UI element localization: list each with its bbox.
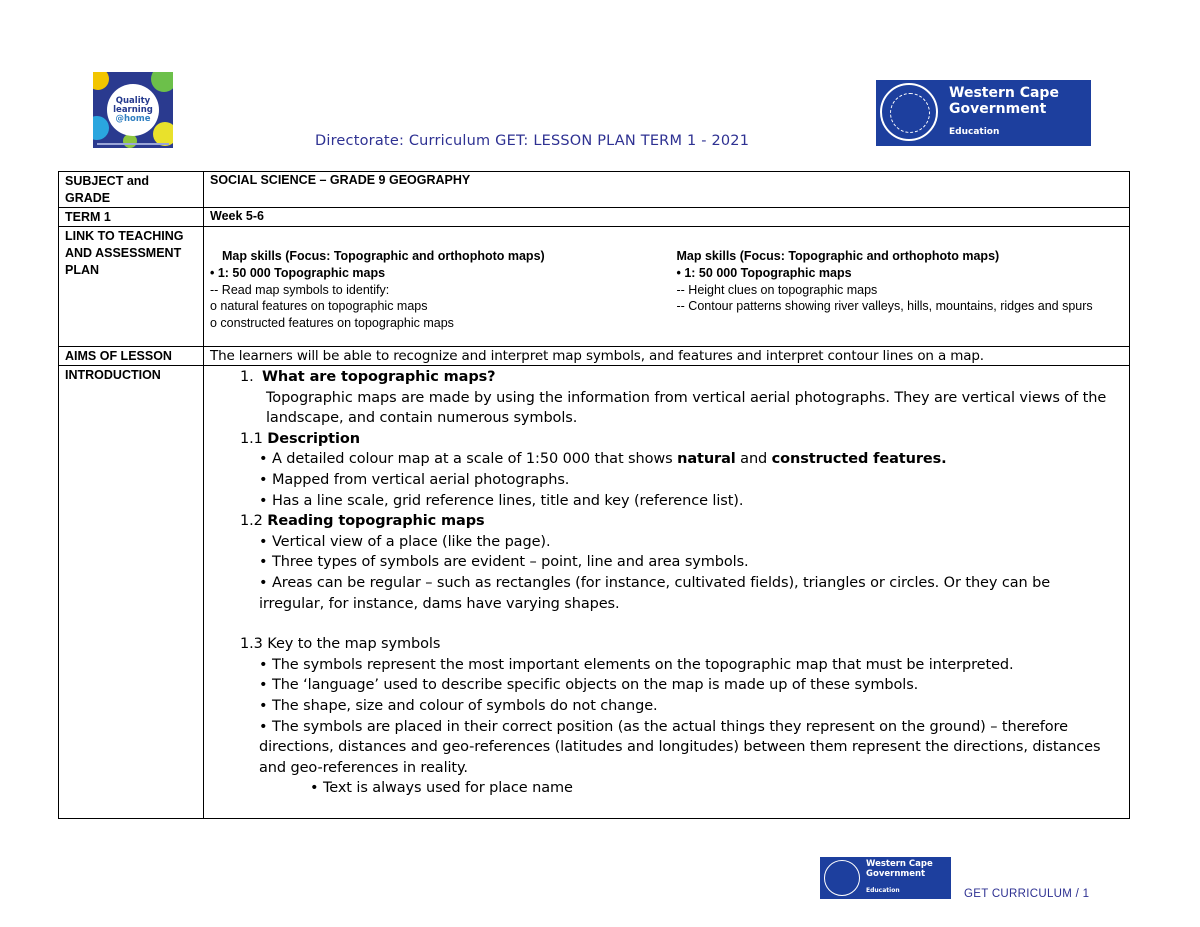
list-item: • Mapped from vertical aerial photographs. [259,471,570,488]
list-item: • A detailed colour map at a scale of 1:50 000 that shows natural and constructed features. [259,451,947,468]
aims-row [59,347,1130,366]
term-label: TERM 1 [59,208,204,227]
aims-label: AIMS OF LESSON [59,347,204,366]
list-item: • The ‘language’ used to describe specific objects on the map is made up of these symbols. [259,677,919,694]
intro-paragraph: Topographic maps are made by using the information from vertical aerial photographs. They are vertical views of the landscape, and contain numerous symbols. [266,389,1107,427]
list-item: • Has a line scale, grid reference lines, title and key (reference list). [259,492,744,509]
link-label: LINK TO TEACHING AND ASSESSMENT PLAN [59,227,204,347]
page-title: Directorate: Curriculum GET: LESSON PLAN TERM 1 - 2021 [315,133,750,149]
western-cape-government-logo: Western Cape Government Education [876,80,1091,146]
introduction-content: 1. What are topographic maps? Topographic maps are made by using the information from vertical aerial photographs. They are vertical views of the landscape, and contain numerous symbols. 1.1 Description • A detailed colour map at a scale of 1:50 000 that shows natural and constructed features. • Mapped from vertical aerial photographs. • Has a line scale, grid reference lines, title and key (reference list). 1.2 Reading topographic maps • Vertical view of a place (like the page). • Three types of symbols are evident – point, line and area symbols. • Areas can be regular – such as rectangles (for instance, cultivated fields), triangles or circles. Or they can be irregular, for instance, dams have varying shapes. 1.3 Key to the map symbols • The symbols represent the most important elements on the topographic map that must be interpreted. • The ‘language’ used to describe specific objects on the map is made up of these symbols. • The shape, size and colour of symbols do not change. • The symbols are placed in their correct position (as the actual things they represent on the ground) – therefore directions, distances and geo-references (latitudes and longitudes) between them represent the directions, distances and geo-references in reality. • Text is always used for place name [210,367,1123,799]
introduction-row [59,366,1130,819]
key-symbols-heading: 1.3 Key to the map symbols [240,636,441,653]
link-row [59,227,1130,347]
list-item: • The symbols represent the most important elements on the topographic map that must be interpreted. [259,656,1014,673]
footer-logo: Western Cape Government Education [820,857,951,899]
term-value: Week 5-6 [210,209,264,223]
description-heading: Description [267,430,360,447]
subject-value: SOCIAL SCIENCE – GRADE 9 GEOGRAPHY [210,173,471,187]
coat-of-arms-icon [880,83,938,141]
reading-maps-heading: Reading topographic maps [267,513,485,530]
quality-learning-badge: Quality learning @home [107,84,159,136]
link-left-column: Map skills (Focus: Topographic and orthophoto maps) • 1: 50 000 Topographic maps -- Read map symbols to identify: o natural features on topographic maps o constructed features on topographic maps [210,249,545,331]
list-item: • Text is always used for place name [310,780,573,797]
link-right-column: Map skills (Focus: Topographic and orthophoto maps) • 1: 50 000 Topographic maps -- Height clues on topographic maps -- Contour patterns showing river valleys, hills, mountains, ridges and spurs [676,249,1093,314]
list-item: • The shape, size and colour of symbols do not change. [259,697,658,714]
quality-learning-logo [93,72,173,148]
subject-label: SUBJECT and GRADE [59,172,204,208]
list-item: • Vertical view of a place (like the page). [259,533,551,550]
list-item: • Three types of symbols are evident – point, line and area symbols. [259,554,749,571]
page-footer: GET CURRICULUM / 1 [964,888,1090,900]
lesson-plan-table [58,171,1130,819]
question-heading: What are topographic maps? [262,369,496,385]
list-item: • The symbols are placed in their correct position (as the actual things they represent on the ground) – therefore directions, distances and geo-references (latitudes and longitudes) between them represent the directions, distances and geo-references in reality. [259,718,1101,776]
coat-of-arms-icon [824,860,860,896]
introduction-label: INTRODUCTION [59,366,204,819]
list-item: • Areas can be regular – such as rectangles (for instance, cultivated fields), triangles or circles. Or they can be irregular, for instance, dams have varying shapes. [259,574,1051,612]
term-row [59,208,1130,227]
subject-row [59,172,1130,208]
aims-value: The learners will be able to recognize and interpret map symbols, and features and interpret contour lines on a map. [210,348,984,364]
